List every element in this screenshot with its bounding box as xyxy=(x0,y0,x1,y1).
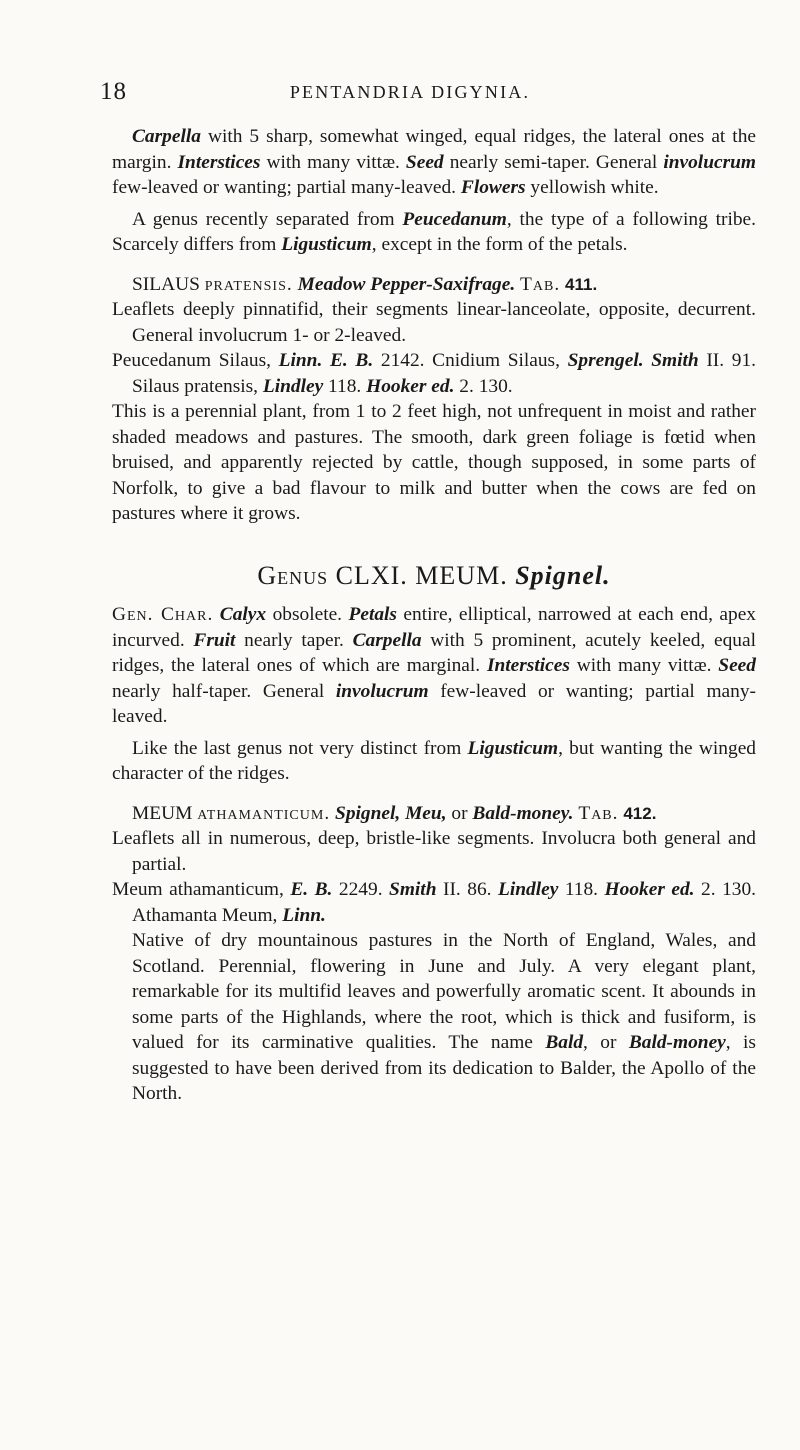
plate-number: 411. xyxy=(565,274,598,294)
meum-synonyms: Meum athamanticum, E. B. 2249. Smith II. 86. Lindley 118. Hooker ed. 2. 130. Athamanta Meum, Linn. xyxy=(112,879,757,926)
plate-number: 412. xyxy=(623,803,657,823)
common-name: Spignel, Meu, xyxy=(335,802,447,824)
gen-char-label: Gen. Char. xyxy=(112,604,214,625)
generic-character-paragraph: Gen. Char. Calyx obsolete. Petals entire, elliptical, narrowed at each end, apex incurved. Fruit nearly taper. Carpella with 5 prominent, acutely keeled, equal ridges, the lateral ones of which are marginal. Interstices with many vittæ. Seed nearly half-taper. General involucrum few-leaved or wanting; partial many-leaved. xyxy=(112,604,756,727)
carpella-paragraph: Carpella with 5 sharp, somewhat winged, equal ridges, the lateral ones at the margin. Interstices with many vittæ. Seed nearly semi-taper. General involucrum few-leaved or wanting; partial many-leaved. Flowers yellowish white. xyxy=(112,126,756,198)
meum-note-paragraph: Like the last genus not very distinct from Ligusticum, but wanting the winged character of the ridges. xyxy=(112,737,756,784)
term-carpella: Carpella xyxy=(132,126,201,147)
species-genus: SILAUS xyxy=(132,273,200,295)
silaus-notes: This is a perennial plant, from 1 to 2 feet high, not unfrequent in moist and rather shaded meadows and pastures. The smooth, dark green foliage is fœtid when bruised, and apparently rejected by cattle, though supposed, in some parts of Norfolk, to give a bad flavour to milk and butter when the cows are fed on pastures where it grows. xyxy=(112,401,756,524)
genus-heading: Genus CLXI. MEUM. Spignel. xyxy=(257,560,611,590)
page-body xyxy=(112,124,756,1107)
genus-note-paragraph: A genus recently separated from Peucedanum, the type of a following tribe. Scarcely differs from Ligusticum, except in the form of the petals. xyxy=(112,208,756,255)
page-header xyxy=(0,78,800,108)
silaus-description: Leaflets deeply pinnatifid, their segments linear-lanceolate, opposite, decurrent. General involucrum 1- or 2-leaved. xyxy=(112,299,756,346)
meum-description: Leaflets all in numerous, deep, bristle-like segments. Involucra both general and partial. xyxy=(112,828,756,875)
species-genus: MEUM xyxy=(132,802,193,824)
page-number: 18 xyxy=(100,78,127,105)
silaus-synonyms: Peucedanum Silaus, Linn. E. B. 2142. Cnidium Silaus, Sprengel. Smith II. 91. Silaus pratensis, Lindley 118. Hooker ed. 2. 130. xyxy=(112,350,757,397)
meum-species-heading: MEUM athamanticum. Spignel, Meu, or Bald-money. Tab. 412. xyxy=(132,802,657,824)
term-flowers: Flowers xyxy=(460,177,526,198)
common-name: Meadow Pepper-Saxifrage. xyxy=(297,273,516,295)
term-seed: Seed xyxy=(405,151,444,173)
silaus-species-heading: SILAUS pratensis. Meadow Pepper-Saxifrage. Tab. 411. xyxy=(132,273,598,295)
meum-notes: Native of dry mountainous pastures in the North of England, Wales, and Scotland. Perennial, flowering in June and July. A very elegant plant, remarkable for its multifid leaves and powerfully aromatic scent. It abounds in some parts of the Highlands, where the root, which is thick and fusiform, is valued for its carminative qualities. The name Bald, or Bald-money, is suggested to have been derived from its dedication to Balder, the Apollo of the North. xyxy=(132,930,756,1104)
term-involucrum: involucrum xyxy=(663,151,756,173)
term-interstices: Interstices xyxy=(177,151,261,173)
running-title: PENTANDRIA DIGYNIA. xyxy=(289,82,531,102)
